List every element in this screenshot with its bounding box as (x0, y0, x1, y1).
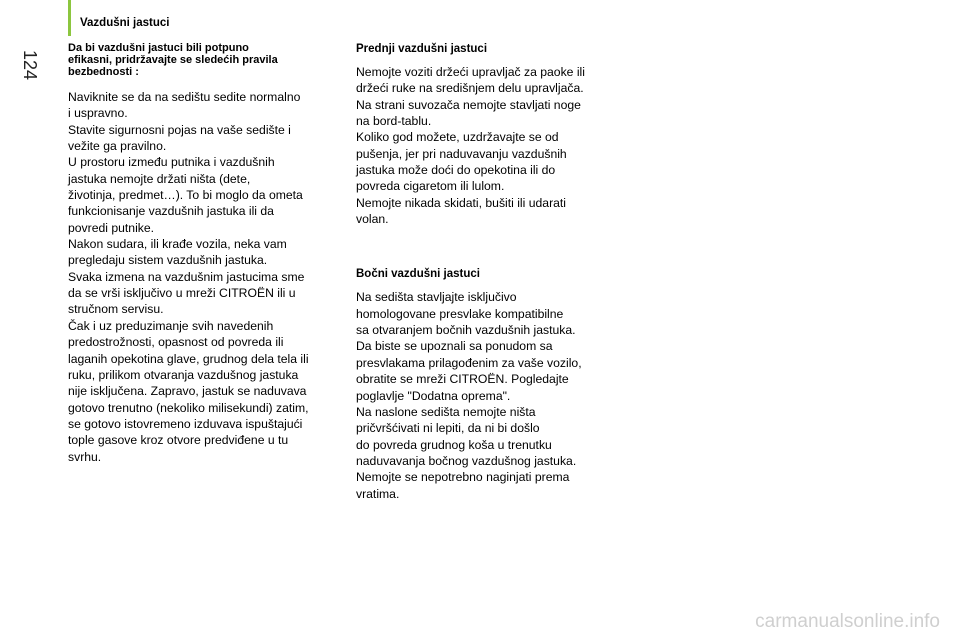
front-airbags-text: Nemojte voziti držeći upravljač za paoke ili držeći ruke na središnjem delu upravljača. Na strani suvozača nemojte stavljati noge na bord-tablu. Koliko god možete, uzdržavajte se od pušenja, jer pri naduvavanju vazdušnih jastuka može doći do opekotina ili do povreda cigaretom ili lulom. Nemojte nikada skidati, bušiti ili udarati volan. (356, 65, 585, 227)
left-column (68, 42, 348, 465)
section-accent-bar (68, 0, 71, 36)
safety-intro: Da bi vazdušni jastuci bili potpuno efikasni, pridržavajte se sledećih pravila bezbednosti : (68, 42, 278, 78)
safety-rules-text: Naviknite se da na sedištu sedite normalno i uspravno. Stavite sigurnosni pojas na vaše sedište i vežite ga pravilno. U prostoru između putnika i vazdušnih jastuka nemojte držati ništa (dete, životinja, predmet…). To bi moglo da ometa funkcionisanje vazdušnih jastuka ili da povredi putnike. Nakon sudara, ili krađe vozila, neka vam pregledaju sistem vazdušnih jastuka. Svaka izmena na vazdušnim jastucima sme da se vrši isključivo u mreži CITROËN ili u stručnom servisu. Čak i uz preduzimanje svih navedenih predostrožnosti, opasnost od povreda ili laganih opekotina glave, grudnog dela tela ili ruku, prilikom otvaranja vazdušnog jastuka nije isključena. Zapravo, jastuk se naduvava gotovo trenutno (nekoliko milisekundi) zatim, se gotovo istovremeno izduvava ispuštajući tople gasove kroz otvore predviđene u tu svrhu. (68, 90, 309, 464)
watermark: carmanualsonline.info (755, 611, 940, 632)
section-title: Vazdušni jastuci (80, 17, 170, 29)
page-number-text: 124 (19, 49, 40, 81)
side-airbags-heading: Bočni vazdušni jastuci (356, 268, 480, 281)
right-column (356, 42, 626, 502)
side-airbags-text: Na sedišta stavljajte isključivo homologovane presvlake kompatibilne sa otvaranjem bočnih vazdušnih jastuka. Da biste se upoznali sa ponudom sa presvlakama prilagođenim za vaše vozilo, obratite se mreži CITROËN. Pogledajte poglavlje "Dodatna oprema". Na naslone sedišta nemojte ništa pričvršćivati ni lepiti, da ni bi došlo do povreda grudnog koša u trenutku naduvavanja bočnog vazdušnog jastuka. Nemojte se nepotrebno naginjati prema vratima. (356, 290, 582, 501)
front-airbags-heading: Prednji vazdušni jastuci (356, 43, 488, 55)
page-number (14, 48, 46, 82)
